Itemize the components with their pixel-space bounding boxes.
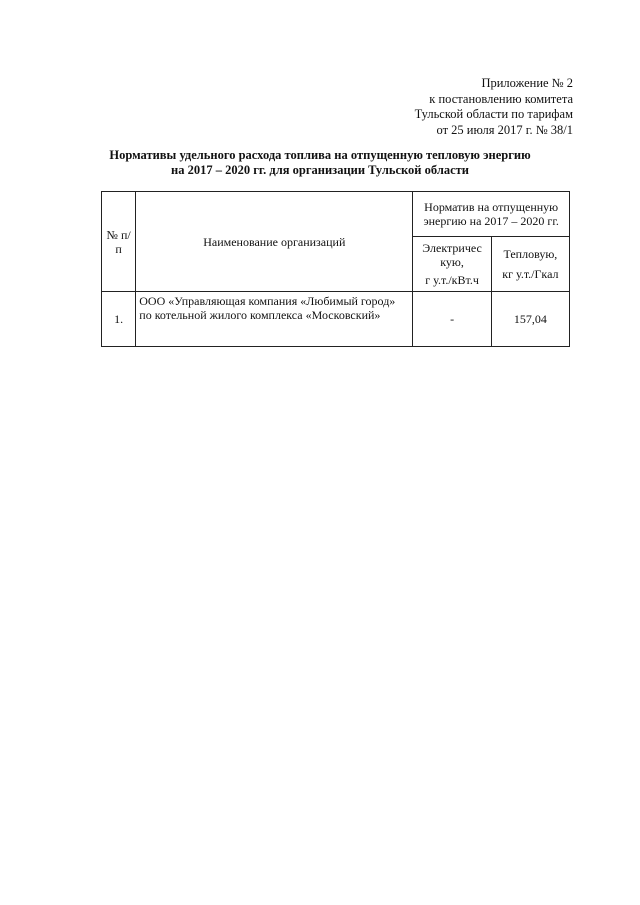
row-heat: 157,04 (491, 292, 569, 347)
norms-table (101, 191, 570, 347)
title-line-1: Нормативы удельного расхода топлива на отпущенную тепловую энергию (109, 148, 531, 162)
header-electric-line2: кую, (440, 255, 464, 269)
header-electric-line1: Электричес (422, 241, 482, 255)
appendix-header (333, 76, 573, 138)
appendix-line-3: Тульской области по тарифам (414, 107, 573, 121)
row-electric: - (413, 292, 491, 347)
header-electric (413, 237, 491, 292)
header-heat (491, 237, 569, 292)
document-title (60, 148, 580, 178)
row-name: ООО «Управляющая компания «Любимый город» по котельной жилого комплекса «Московский» (136, 292, 413, 347)
header-num: № п/п (102, 192, 136, 292)
header-name: Наименование организаций (136, 192, 413, 292)
header-heat-line1: Тепловую, (503, 247, 558, 261)
header-norm: Норматив на отпущенную энергию на 2017 – 2020 гг. (413, 192, 570, 237)
appendix-line-2: к постановлению комитета (429, 91, 573, 106)
row-num: 1. (102, 292, 136, 347)
appendix-line-4: от 25 июля 2017 г. № 38/1 (436, 122, 573, 137)
table-header-row (102, 192, 570, 237)
header-electric-unit: г у.т./кВт.ч (425, 273, 479, 287)
appendix-line-1: Приложение № 2 (481, 76, 573, 90)
header-heat-unit: кг у.т./Гкал (502, 267, 559, 281)
title-line-2: на 2017 – 2020 гг. для организации Тульской области (171, 163, 469, 177)
table-row (102, 292, 570, 347)
